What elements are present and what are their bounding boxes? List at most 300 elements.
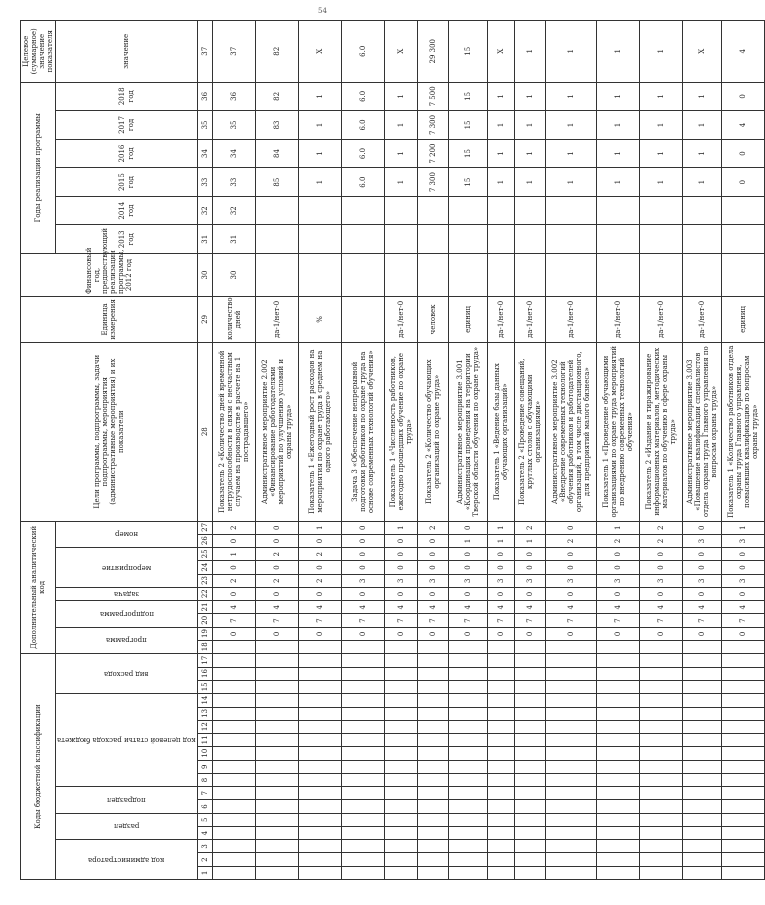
year-value: 1: [298, 168, 341, 197]
code-cell-empty: [341, 694, 384, 707]
code-cell-empty: [298, 840, 341, 853]
code-cell-empty: [384, 734, 417, 747]
code-cell-empty: [448, 747, 487, 760]
code-cell: 7: [639, 614, 682, 627]
header-task-text: задача: [113, 590, 140, 599]
year-value: 1: [639, 82, 682, 111]
year-value: 6.0: [341, 111, 384, 140]
column-number: 27: [197, 521, 212, 534]
code-cell-empty: [514, 707, 545, 720]
code-cell-empty: [682, 787, 721, 800]
code-cell-empty: [298, 773, 341, 786]
code-cell-empty: [545, 840, 596, 853]
code-cell-empty: [341, 773, 384, 786]
code-cell: 0: [487, 561, 514, 574]
code-cell-empty: [448, 760, 487, 773]
code-cell: 0: [341, 534, 384, 547]
header-num: [56, 521, 198, 548]
code-cell: 0: [255, 627, 298, 640]
code-cell-empty: [384, 654, 417, 668]
year-value: 0: [721, 168, 764, 197]
code-cell: 1: [514, 534, 545, 547]
code-cell-empty: [384, 826, 417, 839]
year-value: 1: [487, 111, 514, 140]
column-number: 16: [197, 667, 212, 680]
column-number: 13: [197, 707, 212, 720]
column-number: 19: [197, 627, 212, 640]
code-cell: 0: [341, 627, 384, 640]
header-program: [56, 627, 198, 654]
code-cell-empty: [384, 694, 417, 707]
code-cell-empty: [487, 720, 514, 733]
final-value: 1: [639, 21, 682, 83]
code-cell: 0: [212, 561, 255, 574]
column-number: 31: [197, 225, 212, 254]
code-cell-empty: [255, 694, 298, 707]
code-cell: 0: [417, 561, 448, 574]
code-cell-empty: [596, 826, 639, 839]
code-cell: 7: [298, 614, 341, 627]
code-cell-empty: [298, 800, 341, 813]
goal-text: Административное мероприятие 3.001 «Координация проведения на территории Тверской области обучения по охране труда»: [448, 342, 487, 521]
code-cell-empty: [417, 720, 448, 733]
code-cell-empty: [721, 720, 764, 733]
year-value: 0: [721, 139, 764, 168]
goal-text: Административное мероприятие 3.003 «Повышение квалификации специалистов отдела охраны труда Главного управления по вопросам охраны труда»: [682, 342, 721, 521]
code-cell-empty: [721, 640, 764, 653]
code-cell: 0: [721, 627, 764, 640]
code-cell-empty: [255, 707, 298, 720]
code-cell-empty: [255, 853, 298, 866]
column-number: 9: [197, 760, 212, 773]
code-cell-empty: [596, 866, 639, 879]
code-cell: 0: [448, 587, 487, 600]
code-cell-empty: [384, 747, 417, 760]
code-cell-empty: [384, 787, 417, 800]
code-cell: 3: [341, 574, 384, 587]
year-value: [298, 196, 341, 225]
code-cell-empty: [384, 667, 417, 680]
table-row: [212, 21, 255, 880]
code-cell: 2: [298, 574, 341, 587]
code-cell: 1: [487, 534, 514, 547]
code-cell: 0: [298, 561, 341, 574]
code-cell-empty: [255, 773, 298, 786]
code-cell: 7: [596, 614, 639, 627]
code-cell-empty: [596, 720, 639, 733]
year-value: [487, 225, 514, 254]
code-cell-empty: [448, 694, 487, 707]
code-cell-empty: [341, 681, 384, 694]
code-cell-empty: [448, 826, 487, 839]
code-cell-empty: [545, 787, 596, 800]
column-number: 36: [197, 82, 212, 111]
code-cell-empty: [721, 681, 764, 694]
code-cell-empty: [639, 760, 682, 773]
code-cell-empty: [448, 773, 487, 786]
base-cell: [298, 254, 341, 297]
table-row: [545, 21, 596, 880]
code-cell-empty: [212, 813, 255, 826]
code-cell-empty: [298, 747, 341, 760]
code-cell-empty: [682, 720, 721, 733]
year-value: [596, 225, 639, 254]
code-cell-empty: [514, 787, 545, 800]
final-value: 37: [212, 21, 255, 83]
year-value: [341, 196, 384, 225]
code-cell-empty: [341, 654, 384, 668]
code-cell: 1: [384, 521, 417, 534]
code-cell-empty: [487, 853, 514, 866]
code-cell: 2: [212, 574, 255, 587]
code-cell-empty: [417, 826, 448, 839]
header-podrazdel-text: подраздел: [107, 795, 146, 804]
program-indicators-table: [20, 20, 765, 880]
code-cell: 1: [448, 534, 487, 547]
code-cell-empty: [417, 787, 448, 800]
year-value: [639, 196, 682, 225]
goal-text: Административное мероприятие 2.002 «Финансирование работодателями мероприятий по улучшению условий и охраны труда»: [255, 342, 298, 521]
code-cell-empty: [639, 866, 682, 879]
code-cell: 2: [514, 521, 545, 534]
year-value: 34: [212, 139, 255, 168]
goal-text: Показатель 1 «Ведение базы данных обучающих организаций»: [487, 342, 514, 521]
year-value: 1: [384, 139, 417, 168]
code-cell-empty: [682, 866, 721, 879]
table-row: [417, 21, 448, 880]
base-cell: [596, 254, 639, 297]
column-number: 12: [197, 720, 212, 733]
year-value: 1: [514, 82, 545, 111]
column-number: 20: [197, 614, 212, 627]
code-cell: 0: [255, 521, 298, 534]
code-cell-empty: [682, 734, 721, 747]
code-cell: 4: [341, 601, 384, 614]
code-cell: 0: [596, 548, 639, 561]
year-value: 1: [298, 111, 341, 140]
code-cell-empty: [255, 667, 298, 680]
table-row: [514, 21, 545, 880]
year-value: [417, 225, 448, 254]
code-cell-empty: [514, 826, 545, 839]
code-cell-empty: [448, 654, 487, 668]
column-number: 10: [197, 747, 212, 760]
base-cell: [639, 254, 682, 297]
code-cell-empty: [417, 853, 448, 866]
base-cell: [341, 254, 384, 297]
code-cell: 0: [341, 587, 384, 600]
unit-cell: да-1/нет-0: [255, 296, 298, 342]
code-cell-empty: [596, 760, 639, 773]
code-cell-empty: [721, 800, 764, 813]
code-cell-empty: [212, 800, 255, 813]
unit-cell: [341, 296, 384, 342]
code-cell-empty: [417, 840, 448, 853]
table-row: [448, 21, 487, 880]
code-cell-empty: [639, 694, 682, 707]
code-cell-empty: [448, 681, 487, 694]
code-cell-empty: [682, 813, 721, 826]
code-cell-empty: [545, 853, 596, 866]
code-cell-empty: [514, 694, 545, 707]
code-cell: 4: [596, 601, 639, 614]
year-value: [721, 196, 764, 225]
header-final-value: значение: [56, 21, 198, 83]
code-cell-empty: [682, 800, 721, 813]
header-unit: Единица измерения: [21, 296, 198, 342]
column-number: 32: [197, 196, 212, 225]
year-value: 1: [298, 82, 341, 111]
table-row: [255, 21, 298, 880]
code-cell-empty: [255, 760, 298, 773]
code-cell: 3: [639, 574, 682, 587]
table-row: [487, 21, 514, 880]
year-value: [682, 225, 721, 254]
program-table-sheet: [20, 20, 759, 880]
column-number: 11: [197, 734, 212, 747]
code-cell-empty: [341, 707, 384, 720]
code-cell-empty: [384, 720, 417, 733]
goal-text: Показатель 1 «Количество работников отдела охраны труда Главного управления, повысивших квалификацию по вопросам охраны труда»: [721, 342, 764, 521]
year-value: 1: [596, 111, 639, 140]
code-cell-empty: [487, 813, 514, 826]
code-cell-empty: [417, 640, 448, 653]
code-cell-empty: [639, 826, 682, 839]
code-cell-empty: [487, 681, 514, 694]
goal-text: Показатель 1 «Ежегодный рост расходов на мероприятия по охране труда в среднем на одного работающего»: [298, 342, 341, 521]
goal-text: Задача 3 «Обеспечение непрерывной подготовки работников по охране труда на основе современных технологий обучения»: [341, 342, 384, 521]
code-cell-empty: [341, 787, 384, 800]
code-cell-empty: [212, 826, 255, 839]
code-cell: 0: [487, 627, 514, 640]
column-number: 1: [197, 866, 212, 879]
code-cell-empty: [448, 853, 487, 866]
table-row: [384, 21, 417, 880]
code-cell-empty: [721, 760, 764, 773]
code-cell-empty: [298, 707, 341, 720]
year-value: 6.0: [341, 139, 384, 168]
year-value: [721, 225, 764, 254]
header-code-subgroup: Дополнительный аналитический код: [21, 521, 56, 654]
code-cell: 0: [448, 548, 487, 561]
code-cell-empty: [212, 787, 255, 800]
code-cell-empty: [417, 747, 448, 760]
code-cell: 0: [255, 561, 298, 574]
code-cell: 0: [341, 548, 384, 561]
code-cell-empty: [417, 734, 448, 747]
code-cell-empty: [448, 813, 487, 826]
code-cell-empty: [514, 853, 545, 866]
header-admin: [56, 840, 198, 880]
year-value: 1: [545, 111, 596, 140]
column-number: 24: [197, 561, 212, 574]
code-cell-empty: [384, 866, 417, 879]
code-cell-empty: [212, 654, 255, 668]
code-cell: 4: [384, 601, 417, 614]
header-year: 2018 год: [56, 82, 198, 111]
code-cell: 0: [448, 561, 487, 574]
code-cell: 0: [448, 521, 487, 534]
table-row: [298, 21, 341, 880]
year-value: 1: [298, 139, 341, 168]
code-cell: 2: [255, 548, 298, 561]
column-number: 22: [197, 587, 212, 600]
code-cell: 0: [596, 627, 639, 640]
code-cell-empty: [639, 667, 682, 680]
code-cell: 0: [384, 548, 417, 561]
code-cell-empty: [417, 800, 448, 813]
unit-cell: да-1/нет-0: [639, 296, 682, 342]
code-cell: 0: [212, 534, 255, 547]
year-value: [514, 196, 545, 225]
code-cell: 4: [639, 601, 682, 614]
code-cell-empty: [341, 800, 384, 813]
code-cell-empty: [721, 787, 764, 800]
column-number: 17: [197, 654, 212, 668]
year-value: 1: [596, 168, 639, 197]
code-cell-empty: [721, 734, 764, 747]
code-cell-empty: [448, 707, 487, 720]
year-value: [255, 196, 298, 225]
code-cell-empty: [721, 747, 764, 760]
header-expense-item-text: код целевой статьи расхода бюджета: [57, 736, 196, 745]
final-value: 1: [514, 21, 545, 83]
unit-cell: да-1/нет-0: [384, 296, 417, 342]
code-cell-empty: [545, 826, 596, 839]
code-cell-empty: [596, 813, 639, 826]
code-cell-empty: [545, 707, 596, 720]
code-cell-empty: [212, 840, 255, 853]
code-cell-empty: [545, 667, 596, 680]
base-cell: [255, 254, 298, 297]
code-cell-empty: [341, 760, 384, 773]
year-value: 1: [545, 168, 596, 197]
year-value: 1: [384, 82, 417, 111]
year-value: [384, 225, 417, 254]
header-podrazdel: [56, 787, 198, 814]
year-value: [514, 225, 545, 254]
code-cell-empty: [514, 747, 545, 760]
column-number: 8: [197, 773, 212, 786]
code-cell-empty: [639, 853, 682, 866]
code-cell-empty: [341, 640, 384, 653]
code-cell-empty: [255, 866, 298, 879]
unit-cell: да-1/нет-0: [682, 296, 721, 342]
code-cell-empty: [487, 747, 514, 760]
code-cell-empty: [545, 747, 596, 760]
code-cell-empty: [448, 720, 487, 733]
year-value: 31: [212, 225, 255, 254]
code-cell: 0: [384, 561, 417, 574]
code-cell: 0: [545, 561, 596, 574]
code-cell-empty: [514, 773, 545, 786]
code-cell: 3: [721, 534, 764, 547]
code-cell-empty: [639, 747, 682, 760]
code-cell-empty: [298, 787, 341, 800]
year-value: 1: [682, 82, 721, 111]
year-value: 7 500: [417, 82, 448, 111]
code-cell: 0: [341, 561, 384, 574]
code-cell-empty: [639, 773, 682, 786]
code-cell: 7: [545, 614, 596, 627]
column-number: 37: [197, 21, 212, 83]
header-year: 2014 год: [56, 196, 198, 225]
code-cell-empty: [341, 853, 384, 866]
year-value: [448, 225, 487, 254]
code-cell: 0: [721, 548, 764, 561]
code-cell-empty: [639, 840, 682, 853]
code-cell-empty: [514, 667, 545, 680]
column-number: 5: [197, 813, 212, 826]
code-cell-empty: [341, 747, 384, 760]
code-cell: 2: [639, 521, 682, 534]
year-value: [545, 196, 596, 225]
code-cell-empty: [596, 747, 639, 760]
code-cell: 7: [721, 614, 764, 627]
year-value: [639, 225, 682, 254]
unit-cell: да-1/нет-0: [514, 296, 545, 342]
table-row: [639, 21, 682, 880]
year-value: 1: [639, 111, 682, 140]
code-cell: 0: [341, 521, 384, 534]
code-cell: 3: [596, 574, 639, 587]
code-cell-empty: [596, 707, 639, 720]
code-cell-empty: [639, 720, 682, 733]
base-cell: [384, 254, 417, 297]
code-cell: 0: [514, 548, 545, 561]
code-cell-empty: [545, 866, 596, 879]
code-cell-empty: [721, 866, 764, 879]
code-cell-empty: [596, 800, 639, 813]
code-cell: 7: [487, 614, 514, 627]
code-cell-empty: [487, 640, 514, 653]
code-cell: 2: [545, 534, 596, 547]
code-cell-empty: [298, 826, 341, 839]
year-value: 85: [255, 168, 298, 197]
year-value: 1: [384, 168, 417, 197]
unit-cell: единиц: [721, 296, 764, 342]
code-cell: 0: [212, 587, 255, 600]
code-cell-empty: [514, 800, 545, 813]
table-row: [682, 21, 721, 880]
code-cell: 0: [596, 561, 639, 574]
code-cell: 1: [596, 521, 639, 534]
final-value: 4: [721, 21, 764, 83]
final-value: 82: [255, 21, 298, 83]
unit-cell: да-1/нет-0: [487, 296, 514, 342]
code-cell-empty: [487, 667, 514, 680]
header-razdel: [56, 813, 198, 840]
year-value: 1: [514, 139, 545, 168]
header-num-text: номер: [115, 530, 138, 539]
code-cell: 7: [384, 614, 417, 627]
code-cell-empty: [298, 813, 341, 826]
code-cell: 0: [255, 587, 298, 600]
code-cell-empty: [682, 773, 721, 786]
code-cell: 4: [417, 601, 448, 614]
header-year: 2017 год: [56, 111, 198, 140]
code-cell-empty: [384, 813, 417, 826]
code-cell: 3: [682, 574, 721, 587]
code-cell-empty: [514, 681, 545, 694]
code-cell-empty: [596, 853, 639, 866]
code-cell-empty: [448, 787, 487, 800]
code-cell: 2: [298, 548, 341, 561]
year-value: 6.0: [341, 82, 384, 111]
unit-cell: да-1/нет-0: [545, 296, 596, 342]
column-number: 29: [197, 296, 212, 342]
header-final: Целевое (суммарное) значение показателя: [21, 21, 56, 83]
